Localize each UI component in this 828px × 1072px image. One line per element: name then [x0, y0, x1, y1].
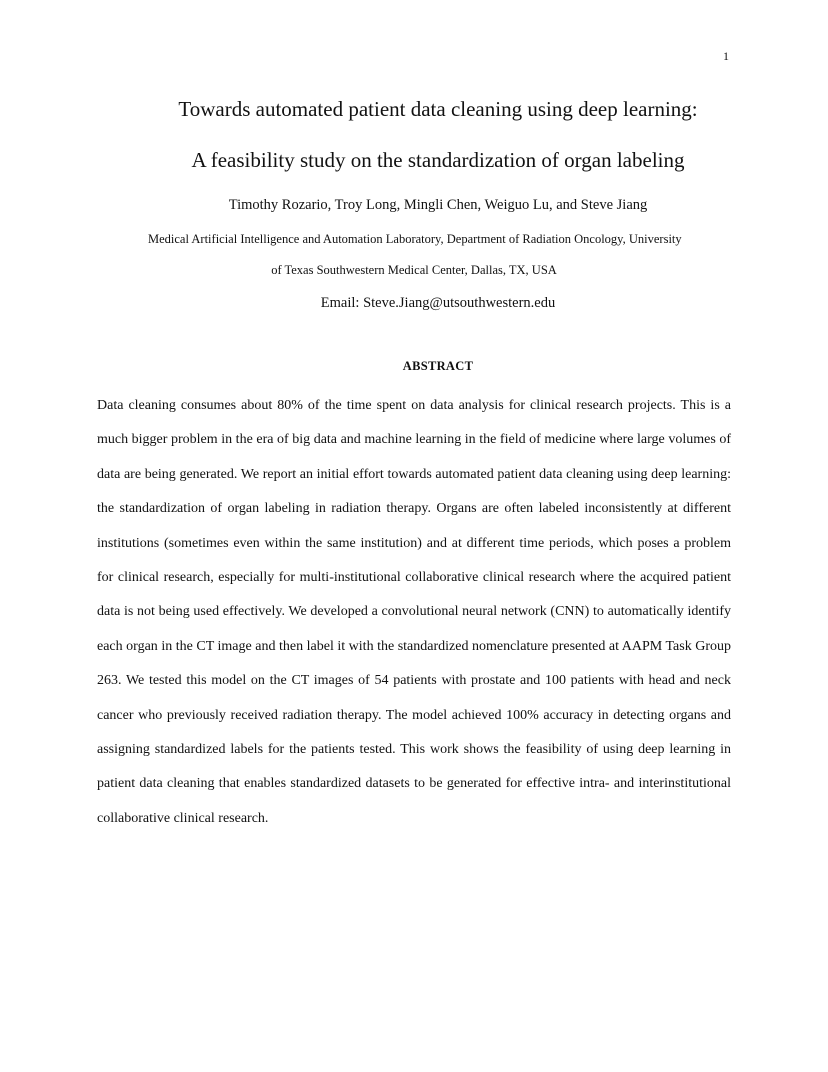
paper-title-line-1: Towards automated patient data cleaning using deep learning: — [178, 97, 698, 121]
page-number: 1 — [723, 49, 729, 63]
author-list: Timothy Rozario, Troy Long, Mingli Chen, Weiguo Lu, and Steve Jiang — [228, 197, 648, 213]
abstract-body: Data cleaning consumes about 80% of the time spent on data analysis for clinical research projects. This is a much bigger problem in the era of big data and machine learning in the field of medicine where large volumes of data are being generated. We report an initial effort towards automated patient data cleaning using deep learning: the standardization of organ labeling in radiation therapy. Organs are often labeled inconsistently at different institutions (sometimes even within the same institution) and at different time periods, which poses a problem for clinical research, especially for multi-institutional collaborative clinical research where the acquired patient data is not being used effectively. We developed a convolutional neural network (CNN) to automatically identify each organ in the CT image and then label it with the standardized nomenclature presented at AAPM Task Group 263. We tested this model on the CT images of 54 patients with prostate and 100 patients with head and neck cancer who previously received radiation therapy. The model achieved 100% accuracy in detecting organs and assigning standardized labels for the patients tested. This work shows the feasibility of using deep learning in patient data cleaning that enables standardized datasets to be generated for effective intra- and interinstitutional collaborative clinical research. — [97, 398, 731, 826]
abstract-heading: ABSTRACT — [402, 359, 474, 373]
affiliation-line-1: Medical Artificial Intelligence and Automation Laboratory, Department of Radiation Oncology, University — [148, 232, 682, 246]
contact-email: Email: Steve.Jiang@utsouthwestern.edu — [320, 295, 556, 311]
paper-title-line-2: A feasibility study on the standardization of organ labeling — [191, 148, 685, 172]
affiliation-line-2: of Texas Southwestern Medical Center, Dallas, TX, USA — [271, 263, 557, 277]
